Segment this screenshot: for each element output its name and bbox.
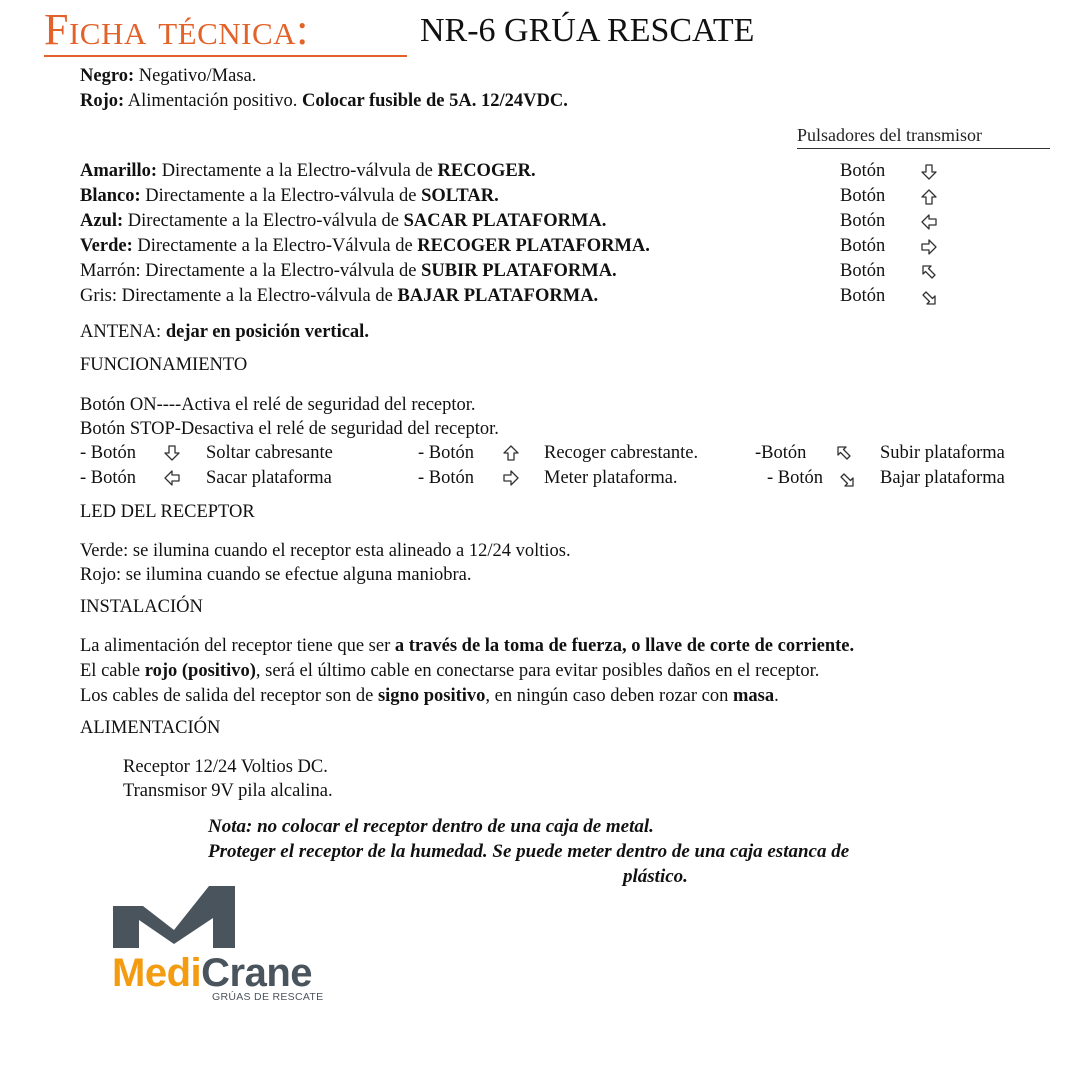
button-label: Botón [840, 236, 886, 256]
install-text: El cable [80, 661, 145, 681]
arrow-left-icon [920, 213, 938, 231]
func-prefix: - Botón [80, 468, 137, 488]
install-text: , será el último cable en conectarse para evitar posibles daños en el receptor. [255, 661, 820, 681]
wire-color: Rojo: [80, 91, 125, 111]
wire-text: Directamente a la Electro-válvula de [157, 161, 438, 181]
arrow-diag-up-icon [920, 263, 938, 281]
install-text: , en ningún caso deben rozar con [485, 686, 733, 706]
wire-row-brown [80, 259, 617, 284]
arrow-up-icon [920, 188, 938, 206]
antenna-text: dejar en posición vertical. [161, 322, 369, 342]
func-label: Soltar cabresante [206, 443, 333, 463]
wire-color: Marrón: [80, 261, 141, 281]
medicrane-logo-wordmark [112, 951, 312, 996]
wire-action: RECOGER. [437, 161, 536, 181]
wire-row-white [80, 184, 499, 209]
button-label: Botón [840, 211, 886, 231]
install-text: . [774, 686, 779, 706]
func-prefix: - Botón [767, 468, 824, 488]
wire-color: Verde: [80, 236, 133, 256]
install-text: Los cables de salida del receptor son de [80, 686, 378, 706]
arrow-down-icon [163, 444, 181, 462]
section-heading-alimentacion: ALIMENTACIÓN [80, 718, 221, 738]
wire-action: SUBIR PLATAFORMA. [421, 261, 617, 281]
fuse-note: Colocar fusible de 5A. 12/24VDC. [301, 91, 568, 111]
button-label: Botón [840, 261, 886, 281]
wire-text: Directamente a la Electro-válvula de [117, 286, 398, 306]
arrow-up-icon [502, 444, 520, 462]
led-red-line: Rojo: se ilumina cuando se efectue alguna maniobra. [80, 565, 472, 585]
led-green-line: Verde: se ilumina cuando el receptor esta alineado a 12/24 voltios. [80, 541, 571, 561]
func-prefix: - Botón [418, 468, 475, 488]
note-metal-box: Nota: no colocar el receptor dentro de una caja de metal. [208, 816, 654, 837]
logo-tagline: GRÚAS DE RESCATE [212, 991, 324, 1003]
wire-color: Azul: [80, 211, 124, 231]
wire-text: Directamente a la Electro-válvula de [123, 211, 404, 231]
wire-row-gray [80, 284, 598, 309]
arrow-left-icon [163, 469, 181, 487]
install-emphasis: masa [733, 686, 775, 706]
install-emphasis: a través de la toma de fuerza, o llave de corte de corriente. [394, 636, 855, 656]
button-label: Botón [840, 161, 886, 181]
wire-text: Directamente a la Electro-válvula de [140, 261, 422, 281]
wire-text: Directamente a la Electro-válvula de [140, 186, 422, 206]
install-line-3 [80, 684, 779, 709]
wire-black-line [80, 64, 256, 89]
func-label: Meter plataforma. [544, 468, 678, 488]
install-emphasis: rojo (positivo) [144, 661, 256, 681]
wire-red-line [80, 89, 568, 114]
func-label: Subir plataforma [880, 443, 1005, 463]
note-humidity-cont: plástico. [623, 866, 688, 887]
antenna-label: ANTENA: [80, 322, 162, 342]
arrow-diag-down-icon [920, 289, 938, 307]
arrow-diag-up-icon [835, 444, 853, 462]
wire-action: RECOGER PLATAFORMA. [417, 236, 650, 256]
arrow-diag-down-icon [838, 471, 856, 489]
wire-text: Directamente a la Electro-Válvula de [132, 236, 418, 256]
model-title: NR-6 GRÚA RESCATE [420, 12, 755, 49]
wire-color: Blanco: [80, 186, 141, 206]
wire-action: SACAR PLATAFORMA. [403, 211, 607, 231]
button-label: Botón [840, 286, 886, 306]
button-label: Botón [840, 186, 886, 206]
wire-color: Gris: [80, 286, 117, 306]
title-underline [44, 55, 407, 57]
wire-row-green [80, 234, 650, 259]
on-button-line: Botón ON----Activa el relé de seguridad del receptor. [80, 395, 476, 415]
section-heading-instalacion: INSTALACIÓN [80, 597, 203, 617]
wire-row-yellow [80, 159, 536, 184]
func-prefix: - Botón [80, 443, 137, 463]
wire-action: SOLTAR. [421, 186, 499, 206]
func-label: Bajar plataforma [880, 468, 1005, 488]
install-line-1 [80, 634, 854, 659]
transmitter-heading: Pulsadores del transmisor [797, 125, 982, 145]
arrow-right-icon [502, 469, 520, 487]
install-emphasis: signo positivo [377, 686, 486, 706]
document-title: Ficha técnica: [44, 5, 309, 54]
wire-text: Alimentación positivo. [124, 91, 302, 111]
install-text: La alimentación del receptor tiene que ser [80, 636, 395, 656]
func-prefix: -Botón [755, 443, 807, 463]
wire-color: Negro: [80, 66, 135, 86]
wire-action: BAJAR PLATAFORMA. [397, 286, 599, 306]
arrow-down-icon [920, 163, 938, 181]
antenna-line [80, 320, 369, 345]
func-prefix: - Botón [418, 443, 475, 463]
transmitter-heading-rule [797, 148, 1050, 149]
logo-word-medi: Medi [112, 951, 202, 995]
wire-color: Amarillo: [80, 161, 158, 181]
logo-word-crane: Crane [201, 951, 313, 995]
section-heading-funcionamiento: FUNCIONAMIENTO [80, 355, 248, 375]
func-label: Sacar plataforma [206, 468, 332, 488]
medicrane-logo-mark [113, 886, 235, 948]
install-line-2 [80, 659, 819, 684]
wire-row-blue [80, 209, 606, 234]
wire-text: Negativo/Masa. [134, 66, 257, 86]
receptor-voltage: Receptor 12/24 Voltios DC. [123, 757, 328, 777]
transmitter-battery: Transmisor 9V pila alcalina. [123, 781, 333, 801]
section-heading-led: LED DEL RECEPTOR [80, 502, 255, 522]
arrow-right-icon [920, 238, 938, 256]
func-label: Recoger cabrestante. [544, 443, 699, 463]
note-humidity: Proteger el receptor de la humedad. Se puede meter dentro de una caja estanca de [208, 841, 850, 862]
stop-button-line: Botón STOP-Desactiva el relé de seguridad del receptor. [80, 419, 499, 439]
